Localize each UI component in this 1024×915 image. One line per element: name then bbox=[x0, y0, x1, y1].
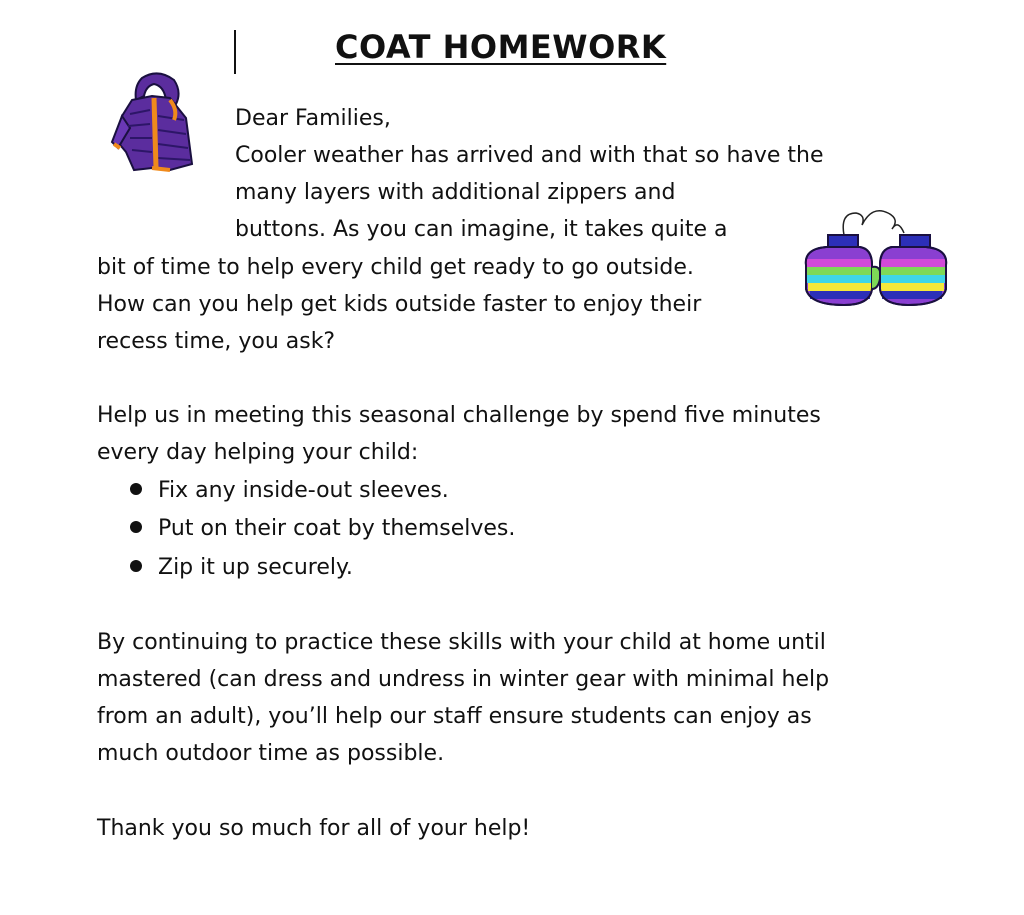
list-item-text: Fix any inside-out sleeves. bbox=[158, 478, 449, 503]
list-item bbox=[130, 510, 515, 547]
intro-line: buttons. As you can imagine, it takes quite a bbox=[235, 217, 728, 242]
closing-line: from an adult), you’ll help our staff ensure students can enjoy as bbox=[97, 704, 812, 729]
page-title: COAT HOMEWORK bbox=[335, 28, 667, 66]
greeting: Dear Families, bbox=[235, 106, 391, 131]
bullet-icon bbox=[130, 560, 142, 572]
intro-line: Cooler weather has arrived and with that so have the bbox=[235, 143, 824, 168]
request-line: every day helping your child: bbox=[97, 440, 419, 465]
closing-line: mastered (can dress and undress in winter gear with minimal help bbox=[97, 667, 830, 692]
bullet-icon bbox=[130, 521, 142, 533]
intro-line: recess time, you ask? bbox=[97, 329, 336, 354]
intro-line: many layers with additional zippers and bbox=[235, 180, 676, 205]
list-item bbox=[130, 472, 449, 509]
closing-line: By continuing to practice these skills with your child at home until bbox=[97, 630, 826, 655]
bullet-icon bbox=[130, 483, 142, 495]
list-item-text: Zip it up securely. bbox=[158, 555, 353, 580]
thank-you-line: Thank you so much for all of your help! bbox=[97, 816, 531, 841]
intro-line: bit of time to help every child get ready to go outside. bbox=[97, 255, 694, 280]
striped-mittens-icon bbox=[800, 205, 952, 313]
list-item-text: Put on their coat by themselves. bbox=[158, 516, 516, 541]
list-item bbox=[130, 549, 353, 586]
request-line: Help us in meeting this seasonal challenge by spend five minutes bbox=[97, 403, 821, 428]
intro-line: How can you help get kids outside faster to enjoy their bbox=[97, 292, 702, 317]
text-cursor bbox=[234, 30, 236, 74]
puffer-coat-icon bbox=[108, 70, 194, 174]
closing-line: much outdoor time as possible. bbox=[97, 741, 445, 766]
